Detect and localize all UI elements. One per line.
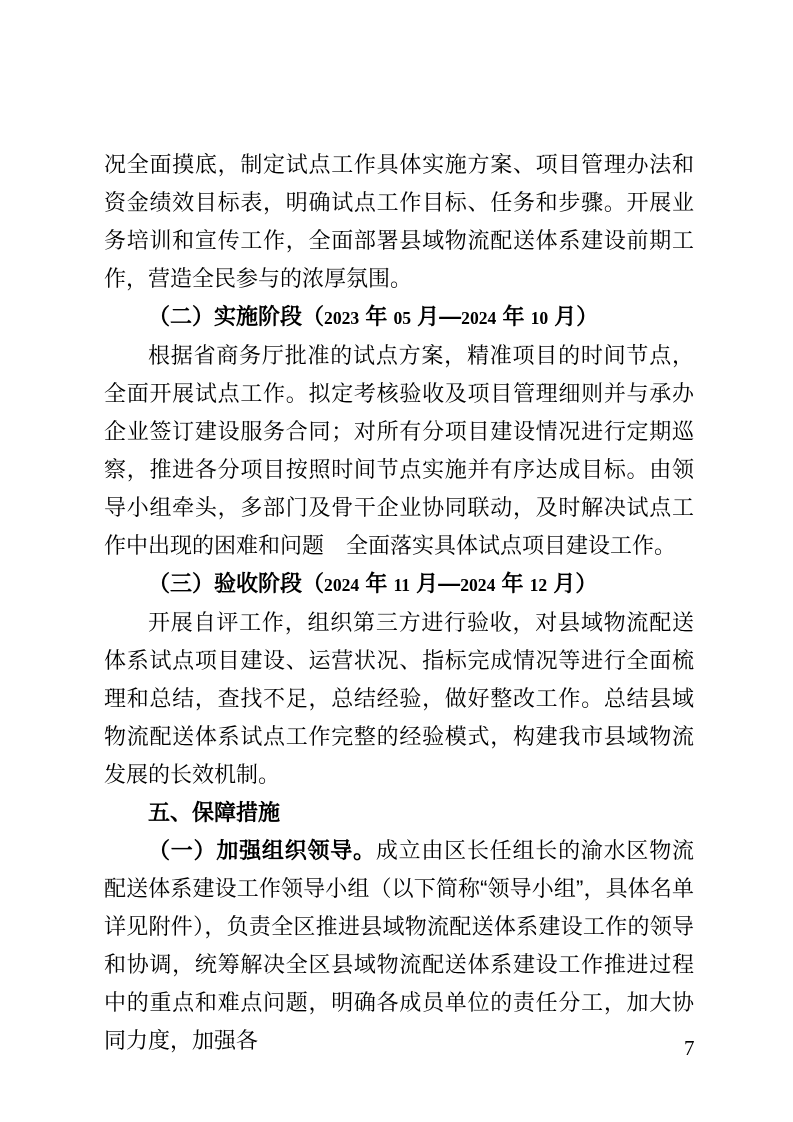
paragraph-organization-leadership <box>104 832 694 1060</box>
paragraph-acceptance-stage: 开展自评工作，组织第三方进行验收，对县域物流配送体系试点项目建设、运营状况、指标完成情况等进行全面梳理和总结，查找不足，总结经验，做好整改工作。总结县域物流配送体系试点工作完整的经验模式，构建我市县域物流发展的长效机制。 <box>104 610 694 787</box>
heading-implementation-stage: （二）实施阶段（2023 年 05 月—2024 年 10 月） <box>148 304 599 329</box>
page-number: 7 <box>684 1036 695 1060</box>
paragraph-implementation-stage: 根据省商务厅批准的试点方案，精准项目的时间节点，全面开展试点工作。拟定考核验收及项目管理细则并与承办企业签订建设服务合同；对所有分项目建设情况进行定期巡察，推进各分项目按照时间节点实施并有序达成目标。由领导小组牵头，多部门及骨干企业协同联动，及时解决试点工作中出现的困难和问题 全面落实具体试点项目建设工作。 <box>104 343 694 558</box>
document-body <box>104 146 694 1060</box>
heading-safeguard-measures: 五、保障措施 <box>148 800 281 825</box>
paragraph-organization-lead-in: （一）加强组织领导。 <box>148 838 376 863</box>
paragraph-continuation: 况全面摸底，制定试点工作具体实施方案、项目管理办法和资金绩效目标表，明确试点工作目标、任务和步骤。开展业务培训和宣传工作，全面部署县域物流配送体系建设前期工作，营造全民参与的浓厚氛围。 <box>104 152 694 291</box>
paragraph-organization-text: 成立由区长任组长的渝水区物流配送体系建设工作领导小组（以下简称“领导小组”，具体名单详见附件），负责全区推进县域物流配送体系建设工作的领导和协调，统筹解决全区县域物流配送体系建设工作推进过程中的重点和难点问题，明确各成员单位的责任分工，加大协同力度，加强各 <box>104 838 694 1053</box>
heading-acceptance-stage: （三）验收阶段（2024 年 11 月—2024 年 12 月） <box>148 571 598 596</box>
